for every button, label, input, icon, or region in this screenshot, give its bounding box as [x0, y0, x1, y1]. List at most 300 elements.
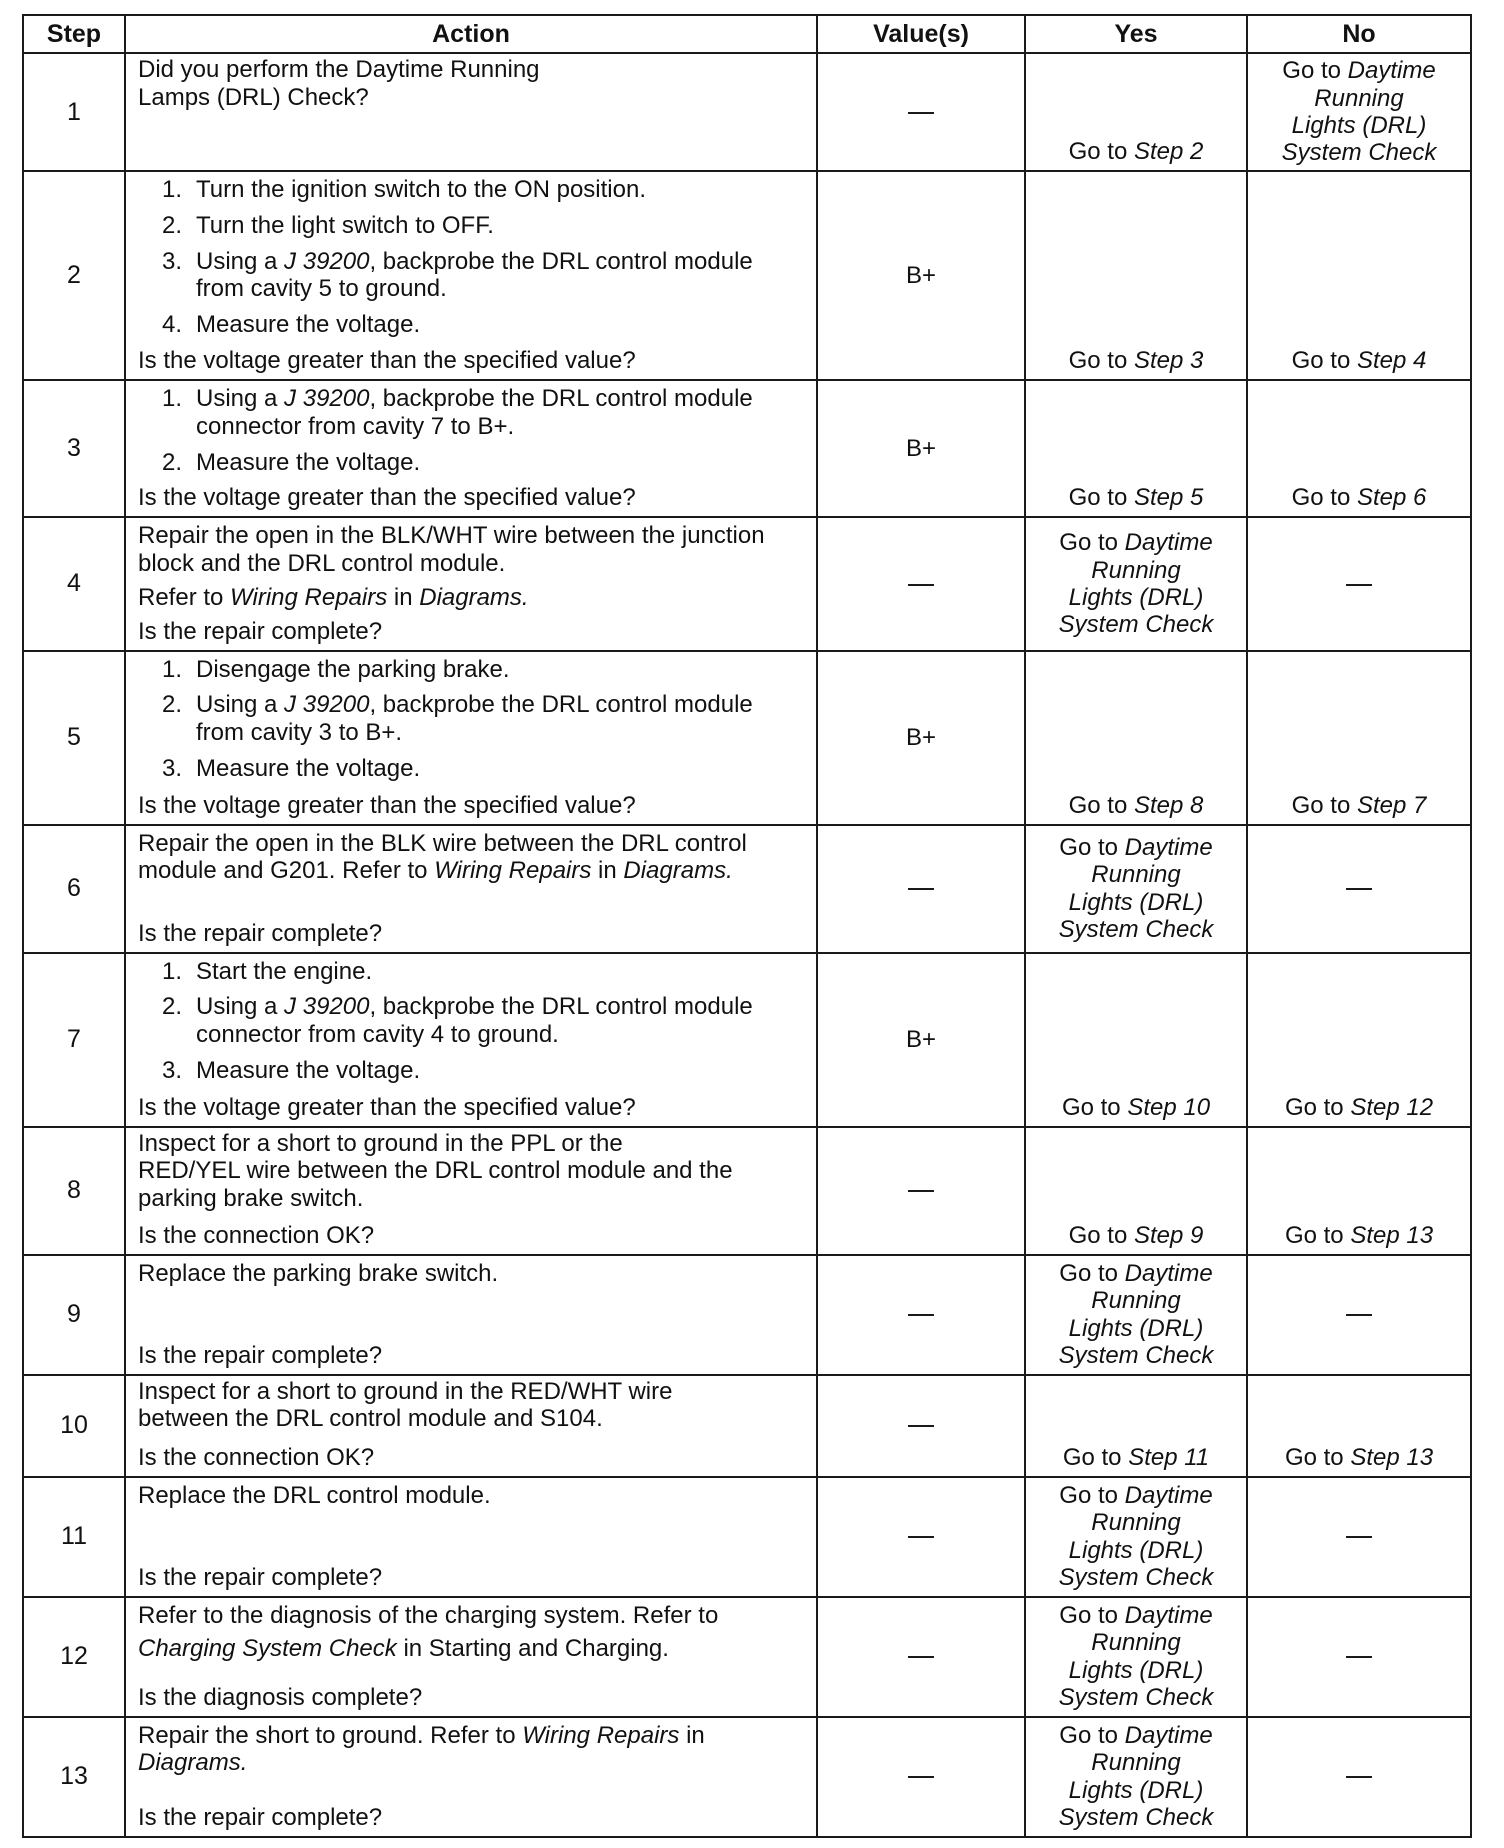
- header-no: No: [1247, 15, 1471, 53]
- goto-target: Step 11: [1128, 1443, 1210, 1471]
- table-row: [23, 1255, 1471, 1375]
- action-body: [138, 1130, 802, 1213]
- text-run: , backprobe the DRL control module from cavity 3 to B+.: [196, 691, 753, 747]
- empty-dash: [908, 1425, 934, 1427]
- procedure-text: Disengage the parking brake.: [196, 655, 510, 683]
- procedure-number: 2.: [162, 993, 183, 1021]
- empty-dash: [908, 584, 934, 586]
- text-run: Using a: [196, 993, 285, 1021]
- yes-cell: [1025, 517, 1247, 650]
- goto-drl-check: [1248, 57, 1470, 166]
- goto-target: Step 5: [1133, 484, 1204, 512]
- step-number: 4: [23, 517, 125, 650]
- action-cell: [125, 1597, 817, 1717]
- procedure-text: [196, 691, 802, 747]
- empty-dash: [1346, 1314, 1372, 1316]
- action-body: [138, 1480, 802, 1516]
- diagnostic-table: [22, 14, 1472, 1838]
- empty-dash: [908, 112, 934, 114]
- procedure-item: [162, 311, 802, 339]
- procedure-list: [138, 176, 802, 339]
- no-cell: [1247, 1597, 1471, 1717]
- goto-step: [1063, 1444, 1209, 1471]
- goto-step: [1069, 138, 1204, 165]
- text-run: Repair the open in the BLK/WHT wire between the junction block and the DRL control module.: [138, 522, 765, 578]
- step-number: 7: [23, 953, 125, 1127]
- action-question: Is the connection OK?: [138, 1221, 375, 1249]
- value-cell: [817, 1255, 1025, 1375]
- empty-dash: [908, 1190, 934, 1192]
- goto-prefix: Go to: [1068, 1221, 1134, 1249]
- procedure-number: 2.: [162, 211, 183, 239]
- table-row: [23, 1597, 1471, 1717]
- goto-target: Daytime: [1124, 529, 1213, 557]
- procedure-number: 3.: [162, 1057, 183, 1085]
- step-number: 5: [23, 651, 125, 825]
- yes-cell: [1025, 53, 1247, 171]
- action-cell: [125, 651, 817, 825]
- goto-target: System Check: [1058, 611, 1214, 639]
- step-number: 6: [23, 825, 125, 953]
- procedure-text: Measure the voltage.: [196, 755, 421, 783]
- goto-line: [1059, 1260, 1212, 1287]
- no-cell: [1247, 825, 1471, 953]
- action-content: [138, 174, 802, 375]
- procedure-item: [162, 691, 802, 747]
- text-run: in Starting and Charging.: [396, 1635, 669, 1663]
- goto-prefix: Go to: [1291, 484, 1357, 512]
- action-line: parking brake switch.: [138, 1185, 364, 1213]
- goto-target: Running: [1091, 556, 1181, 584]
- action-cell: [125, 380, 817, 517]
- action-line: Lamps (DRL) Check?: [138, 83, 369, 111]
- action-question: Is the repair complete?: [138, 919, 383, 947]
- action-cell: [125, 1717, 817, 1837]
- text-run: , backprobe the DRL control module from cavity 5 to ground.: [196, 247, 753, 303]
- action-text: [138, 1482, 802, 1510]
- text-run: Refer to the diagnosis of the charging system. Refer to: [138, 1601, 719, 1629]
- goto-drl-check: [1026, 1722, 1246, 1831]
- table-row: [23, 825, 1471, 953]
- italic-ref: J 39200: [284, 247, 370, 275]
- text-run: Refer to: [423, 1721, 523, 1749]
- text-run: in: [679, 1721, 705, 1749]
- goto-target: Step 13: [1350, 1443, 1434, 1471]
- action-line: RED/YEL wire between the DRL control module and the: [138, 1157, 733, 1185]
- goto-prefix: Go to: [1291, 791, 1357, 819]
- goto-target: Running: [1314, 84, 1404, 112]
- action-body: [138, 654, 802, 791]
- yes-cell: [1025, 825, 1247, 953]
- action-question: Is the repair complete?: [138, 1563, 383, 1591]
- action-body: [138, 520, 802, 617]
- goto-target: Lights (DRL): [1068, 583, 1204, 611]
- value-cell: B+: [817, 651, 1025, 825]
- goto-prefix: Go to: [1068, 791, 1134, 819]
- empty-dash: [1346, 1776, 1372, 1778]
- table-row: [23, 53, 1471, 171]
- text-run: Refer to: [335, 857, 435, 885]
- action-content: [138, 654, 802, 820]
- procedure-number: 1.: [162, 176, 183, 203]
- action-body: [138, 174, 802, 347]
- procedure-item: [162, 755, 802, 783]
- action-text: [138, 522, 802, 578]
- procedure-text: [196, 385, 802, 441]
- action-content: [138, 383, 802, 512]
- no-cell: [1247, 651, 1471, 825]
- goto-target: Running: [1091, 1287, 1181, 1315]
- goto-target: Step 10: [1127, 1093, 1211, 1121]
- yes-cell: [1025, 171, 1247, 380]
- action-cell: [125, 1255, 817, 1375]
- italic-ref: Wiring Repairs: [522, 1721, 680, 1749]
- procedure-text: Turn the ignition switch to the ON position.: [196, 176, 646, 203]
- goto-target: Running: [1091, 861, 1181, 889]
- step-number: 12: [23, 1597, 125, 1717]
- goto-target: Daytime: [1124, 1481, 1213, 1509]
- table-row: [23, 171, 1471, 380]
- goto-step: [1069, 347, 1204, 374]
- goto-step: [1285, 1222, 1433, 1249]
- goto-line: [1059, 1482, 1212, 1509]
- procedure-text: Turn the light switch to OFF.: [196, 211, 494, 239]
- table-row: [23, 1477, 1471, 1597]
- goto-target: Step 8: [1133, 791, 1204, 819]
- table-row: [23, 1127, 1471, 1255]
- goto-target: System Check: [1058, 1803, 1214, 1831]
- italic-ref: Wiring Repairs: [434, 857, 592, 885]
- procedure-item: [162, 248, 802, 304]
- goto-target: Step 13: [1350, 1221, 1434, 1249]
- goto-target: Daytime: [1124, 833, 1213, 861]
- goto-step: [1292, 484, 1427, 511]
- no-cell: [1247, 1375, 1471, 1477]
- italic-ref: J 39200: [284, 691, 370, 719]
- yes-cell: [1025, 380, 1247, 517]
- text-run: Using a: [196, 247, 285, 275]
- action-question: Is the diagnosis complete?: [138, 1683, 423, 1711]
- procedure-item: [162, 958, 802, 986]
- text-run: in: [591, 857, 624, 885]
- goto-target: Step 6: [1356, 484, 1427, 512]
- step-number: 3: [23, 380, 125, 517]
- goto-prefix: Go to: [1282, 57, 1348, 85]
- text-run: Replace the parking brake switch.: [138, 1259, 499, 1287]
- table-row: [23, 380, 1471, 517]
- procedure-item: [162, 1057, 802, 1085]
- no-cell: [1247, 171, 1471, 380]
- action-content: [138, 1130, 802, 1250]
- action-cell: [125, 953, 817, 1127]
- procedure-number: 1.: [162, 957, 183, 985]
- refer-text: [138, 1635, 802, 1663]
- goto-step: [1292, 347, 1427, 374]
- goto-target: System Check: [1058, 1341, 1214, 1369]
- goto-target: Daytime: [1347, 57, 1436, 85]
- empty-dash: [908, 1656, 934, 1658]
- no-cell: [1247, 380, 1471, 517]
- procedure-list: [138, 656, 802, 783]
- value-cell: [817, 1127, 1025, 1255]
- yes-cell: [1025, 1717, 1247, 1837]
- action-cell: [125, 171, 817, 380]
- step-number: 1: [23, 53, 125, 171]
- goto-prefix: Go to: [1059, 833, 1125, 861]
- goto-target: Lights (DRL): [1068, 1656, 1204, 1684]
- goto-target: System Check: [1058, 1563, 1214, 1591]
- goto-target: Running: [1091, 1749, 1181, 1777]
- no-cell: [1247, 1255, 1471, 1375]
- yes-cell: [1025, 1597, 1247, 1717]
- no-cell: [1247, 1717, 1471, 1837]
- action-cell: [125, 53, 817, 171]
- action-text: [138, 1260, 802, 1288]
- goto-prefix: Go to: [1284, 1093, 1351, 1121]
- goto-target: Step 7: [1356, 791, 1427, 819]
- action-text: [138, 1722, 802, 1778]
- goto-line: [1059, 529, 1212, 556]
- table-row: [23, 517, 1471, 650]
- yes-cell: [1025, 1477, 1247, 1597]
- goto-line: [1059, 1602, 1212, 1629]
- procedure-list: [138, 385, 802, 476]
- procedure-number: 2.: [162, 691, 183, 719]
- italic-ref: Diagrams.: [138, 1749, 248, 1777]
- header-action: Action: [125, 15, 817, 53]
- action-content: [138, 1600, 802, 1712]
- procedure-item: [162, 993, 802, 1049]
- action-content: [138, 56, 802, 166]
- action-cell: [125, 1127, 817, 1255]
- no-cell: [1247, 1127, 1471, 1255]
- goto-target: Lights (DRL): [1068, 888, 1204, 916]
- step-number: 11: [23, 1477, 125, 1597]
- action-body: [138, 1378, 802, 1434]
- action-question: Is the repair complete?: [138, 1803, 383, 1831]
- goto-target: Lights (DRL): [1068, 1536, 1204, 1564]
- procedure-text: [196, 993, 802, 1049]
- yes-cell: [1025, 651, 1247, 825]
- procedure-number: 2.: [162, 448, 183, 476]
- header-step: Step: [23, 15, 125, 53]
- italic-ref: Diagrams.: [419, 583, 529, 611]
- procedure-item: [162, 212, 802, 240]
- goto-target: Step 3: [1133, 347, 1204, 375]
- value-cell: [817, 1717, 1025, 1837]
- goto-target: Running: [1091, 1629, 1181, 1657]
- goto-drl-check: [1026, 529, 1246, 638]
- goto-prefix: Go to: [1059, 1259, 1125, 1287]
- procedure-number: 1.: [162, 655, 183, 683]
- action-body: [138, 383, 802, 484]
- table-row: [23, 651, 1471, 825]
- procedure-number: 1.: [162, 384, 183, 412]
- no-cell: [1247, 1477, 1471, 1597]
- value-cell: [817, 1375, 1025, 1477]
- yes-cell: [1025, 1127, 1247, 1255]
- action-question: Is the connection OK?: [138, 1443, 375, 1471]
- goto-target: Daytime: [1124, 1259, 1213, 1287]
- goto-prefix: Go to: [1059, 1721, 1125, 1749]
- italic-ref: Diagrams.: [623, 857, 733, 885]
- goto-target: System Check: [1058, 915, 1214, 943]
- goto-target: Lights (DRL): [1291, 112, 1427, 139]
- action-question: Is the voltage greater than the specified value?: [138, 1093, 636, 1121]
- procedure-text: [196, 248, 802, 304]
- italic-ref: Wiring Repairs: [230, 583, 388, 611]
- empty-dash: [1346, 584, 1372, 586]
- goto-target: System Check: [1281, 139, 1437, 167]
- procedure-text: Measure the voltage.: [196, 448, 421, 476]
- procedure-text: Measure the voltage.: [196, 1057, 421, 1085]
- action-question: Is the repair complete?: [138, 617, 383, 645]
- value-cell: B+: [817, 953, 1025, 1127]
- action-line: between the DRL control module and S104.: [138, 1405, 603, 1433]
- goto-line: [1059, 1722, 1212, 1749]
- value-cell: [817, 517, 1025, 650]
- goto-line: [1059, 834, 1212, 861]
- header-yes: Yes: [1025, 15, 1247, 53]
- action-content: [138, 1720, 802, 1832]
- header-value: Value(s): [817, 15, 1025, 53]
- empty-dash: [908, 888, 934, 890]
- action-content: [138, 828, 802, 948]
- text-run: , backprobe the DRL control module connector from cavity 4 to ground.: [196, 993, 753, 1049]
- text-run: Using a: [196, 384, 285, 412]
- value-cell: B+: [817, 380, 1025, 517]
- goto-target: Step 4: [1356, 347, 1427, 375]
- empty-dash: [908, 1314, 934, 1316]
- action-cell: [125, 825, 817, 953]
- goto-prefix: Go to: [1068, 484, 1134, 512]
- procedure-item: [162, 176, 802, 204]
- goto-line: [1282, 57, 1435, 84]
- action-content: [138, 1378, 802, 1472]
- goto-step: [1069, 484, 1204, 511]
- goto-prefix: Go to: [1059, 1481, 1125, 1509]
- action-line: Inspect for a short to ground in the PPL or the: [138, 1129, 623, 1157]
- goto-target: Daytime: [1124, 1721, 1213, 1749]
- no-cell: [1247, 517, 1471, 650]
- text-run: , backprobe the DRL control module connector from cavity 7 to B+.: [196, 384, 753, 440]
- procedure-item: [162, 449, 802, 477]
- procedure-text: Start the engine.: [196, 957, 373, 985]
- empty-dash: [908, 1536, 934, 1538]
- text-run: Repair the open in the BLK wire between the DRL control module and G201.: [138, 829, 747, 885]
- text-run: in: [387, 583, 420, 611]
- action-body: [138, 1258, 802, 1294]
- action-content: [138, 520, 802, 645]
- step-number: 10: [23, 1375, 125, 1477]
- no-cell: [1247, 953, 1471, 1127]
- action-question: Is the voltage greater than the specified value?: [138, 484, 636, 512]
- table-row: [23, 953, 1471, 1127]
- goto-prefix: Go to: [1059, 529, 1125, 557]
- text-run: Replace the DRL control module.: [138, 1481, 491, 1509]
- step-number: 9: [23, 1255, 125, 1375]
- goto-drl-check: [1026, 834, 1246, 943]
- italic-ref: Charging System Check: [138, 1635, 397, 1663]
- italic-ref: J 39200: [284, 993, 370, 1021]
- action-text: [138, 830, 802, 886]
- goto-prefix: Go to: [1061, 1093, 1128, 1121]
- action-line: Did you perform the Daytime Running: [138, 56, 540, 83]
- goto-target: Step 2: [1133, 138, 1204, 166]
- goto-target: Running: [1091, 1509, 1181, 1537]
- table-row: [23, 1375, 1471, 1477]
- procedure-item: [162, 385, 802, 441]
- procedure-number: 3.: [162, 755, 183, 783]
- procedure-item: [162, 656, 802, 684]
- action-question: Is the repair complete?: [138, 1341, 383, 1369]
- goto-prefix: Go to: [1284, 1221, 1351, 1249]
- empty-dash: [1346, 1656, 1372, 1658]
- action-line: Inspect for a short to ground in the RED/WHT wire: [138, 1377, 673, 1405]
- goto-target: Step 9: [1133, 1221, 1204, 1249]
- goto-drl-check: [1026, 1260, 1246, 1369]
- goto-prefix: Go to: [1068, 347, 1134, 375]
- action-content: [138, 1480, 802, 1592]
- goto-prefix: Go to: [1062, 1443, 1129, 1471]
- goto-step: [1292, 792, 1427, 819]
- text-run: Using a: [196, 691, 285, 719]
- goto-drl-check: [1026, 1482, 1246, 1591]
- no-cell: [1247, 53, 1471, 171]
- goto-drl-check: [1026, 1602, 1246, 1711]
- value-cell: [817, 1477, 1025, 1597]
- step-number: 13: [23, 1717, 125, 1837]
- step-number: 8: [23, 1127, 125, 1255]
- step-number: 2: [23, 171, 125, 380]
- empty-dash: [1346, 1536, 1372, 1538]
- goto-target: Lights (DRL): [1068, 1776, 1204, 1804]
- goto-prefix: Go to: [1291, 347, 1357, 375]
- action-cell: [125, 517, 817, 650]
- yes-cell: [1025, 953, 1247, 1127]
- goto-step: [1062, 1094, 1210, 1121]
- yes-cell: [1025, 1255, 1247, 1375]
- goto-target: Lights (DRL): [1068, 1314, 1204, 1342]
- goto-target: System Check: [1058, 1683, 1214, 1711]
- action-body: [138, 56, 802, 112]
- value-cell: [817, 1597, 1025, 1717]
- procedure-list: [138, 958, 802, 1085]
- action-body: [138, 1600, 802, 1670]
- text-run: Repair the short to ground.: [138, 1721, 424, 1749]
- action-body: [138, 828, 802, 892]
- procedure-text: Measure the voltage.: [196, 311, 421, 339]
- action-body: [138, 1720, 802, 1784]
- goto-step: [1069, 1222, 1204, 1249]
- value-cell: [817, 825, 1025, 953]
- goto-step: [1285, 1444, 1433, 1471]
- yes-cell: [1025, 1375, 1247, 1477]
- action-body: [138, 956, 802, 1093]
- empty-dash: [1346, 888, 1372, 890]
- value-cell: [817, 53, 1025, 171]
- goto-target: Step 12: [1350, 1093, 1434, 1121]
- goto-target: Daytime: [1124, 1601, 1213, 1629]
- action-text: [138, 1602, 802, 1630]
- action-content: [138, 1258, 802, 1370]
- goto-prefix: Go to: [1068, 138, 1134, 166]
- goto-prefix: Go to: [1059, 1601, 1125, 1629]
- text-run: Refer to: [138, 583, 231, 611]
- action-cell: [125, 1477, 817, 1597]
- procedure-number: 3.: [162, 247, 183, 275]
- action-question: Is the voltage greater than the specified value?: [138, 347, 636, 375]
